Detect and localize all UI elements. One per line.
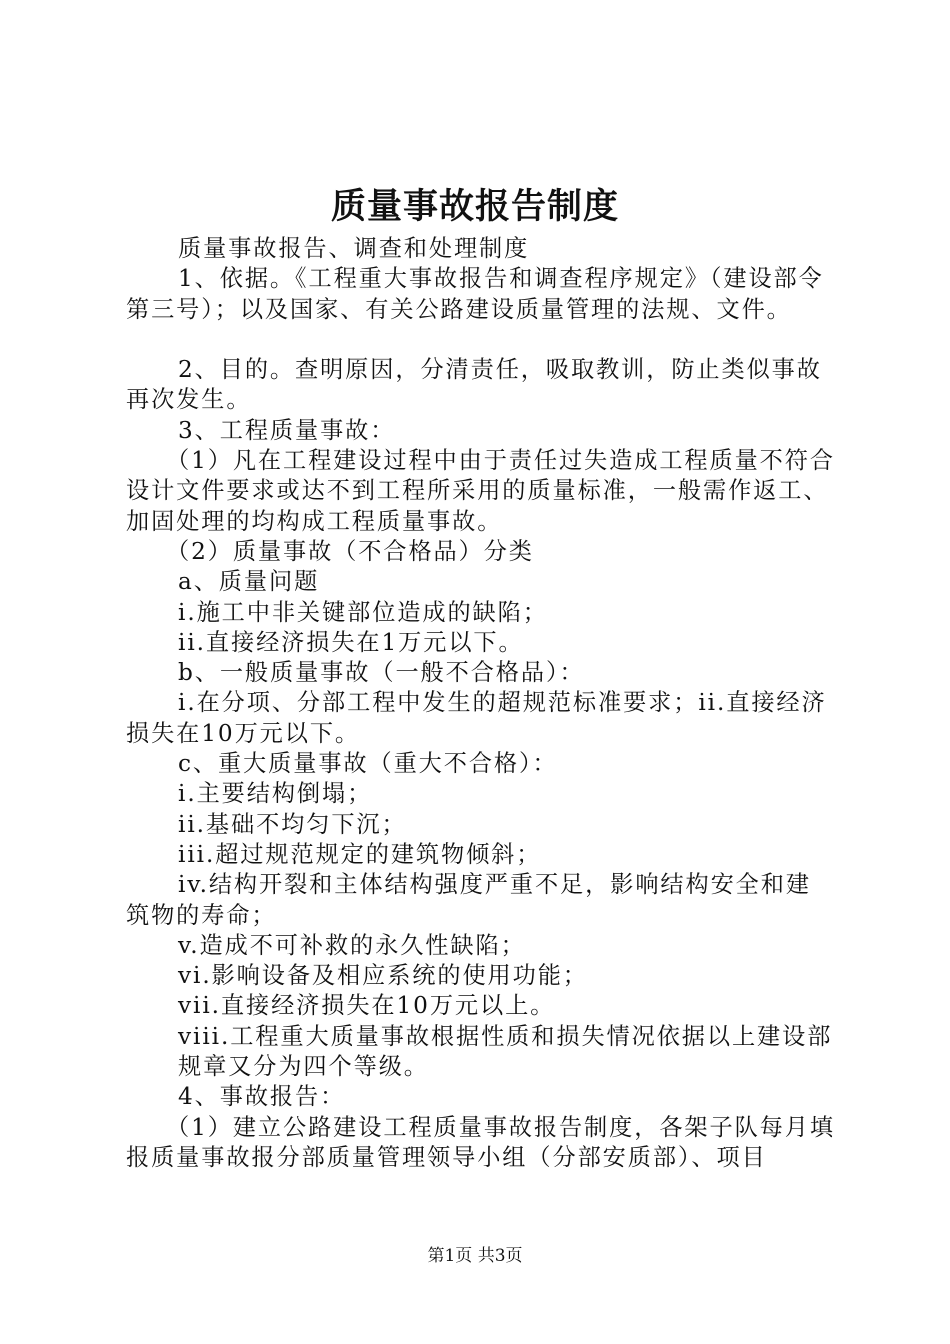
document-body	[126, 234, 836, 1173]
paragraph-basis: 1、依据。《工程重大事故报告和调查程序规定》（建设部令第三号）；以及国家、有关公路建设质量管理的法规、文件。	[126, 265, 824, 323]
list-item-quality-problem: a、质量问题	[178, 568, 320, 596]
list-item: viii.工程重大质量事故根据性质和损失情况依据以上建设部规章又分为四个等级。	[178, 1022, 833, 1081]
document-title: 质量事故报告制度	[330, 186, 619, 227]
paragraph-definition: （1）凡在工程建设过程中由于责任过失造成工程质量不符合设计文件要求或达不到工程所采用的质量标准，一般需作返工、加固处理的均构成工程质量事故。	[126, 447, 835, 535]
list-item: iv.结构开裂和主体结构强度严重不足，影响结构安全和建筑物的寿命；	[126, 871, 811, 929]
list-item: ii.直接经济损失在1万元以下。	[178, 628, 524, 656]
list-item: v.造成不可补救的永久性缺陷；	[178, 931, 526, 959]
list-item: iii.超过规范规定的建筑物倾斜；	[178, 840, 542, 868]
list-item: vi.影响设备及相应系统的使用功能；	[178, 962, 588, 990]
blank-line	[126, 325, 836, 355]
list-item: i.施工中非关键部位造成的缺陷；	[178, 598, 548, 626]
paragraph-quality-accident-heading: 3、工程质量事故：	[178, 416, 396, 444]
list-item-general-accident: b、一般质量事故（一般不合格品）：	[178, 659, 585, 687]
list-item: i.主要结构倒塌；	[178, 780, 373, 808]
page-footer: 第1页 共3页	[427, 1246, 523, 1266]
list-item: i.在分项、分部工程中发生的超规范标准要求；ii.直接经济损失在10万元以下。	[126, 689, 827, 747]
list-item-major-accident: c、重大质量事故（重大不合格）：	[178, 750, 558, 778]
list-item: ii.基础不均匀下沉；	[178, 810, 407, 838]
paragraph-subtitle: 质量事故报告、调查和处理制度	[178, 235, 530, 262]
list-item: vii.直接经济损失在10万元以上。	[178, 992, 556, 1020]
paragraph-accident-report-heading: 4、事故报告：	[178, 1083, 346, 1111]
paragraph-purpose: 2、目的。查明原因，分清责任，吸取教训，防止类似事故再次发生。	[126, 356, 822, 414]
paragraph-report-system: （1）建立公路建设工程质量事故报告制度，各架子队每月填报质量事故报分部质量管理领导小组（分部安质部）、项目	[126, 1113, 835, 1171]
paragraph-classification: （2）质量事故（不合格品）分类	[166, 537, 534, 565]
